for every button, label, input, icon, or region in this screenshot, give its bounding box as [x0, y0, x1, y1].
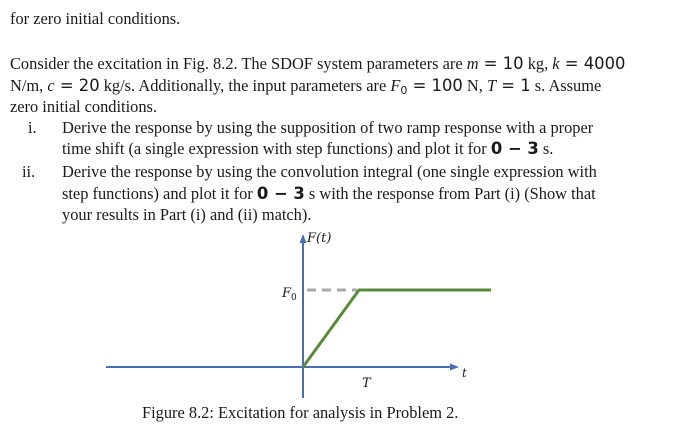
item-2-line-1: Derive the response by using the convolution integral (one single expression with	[62, 162, 597, 181]
damping-symbol: c	[47, 76, 55, 95]
equals-sign: =	[478, 54, 503, 73]
y-axis-arrow	[300, 234, 307, 243]
stiffness-value: 4000	[583, 54, 626, 73]
f0-label-text: F	[282, 286, 292, 301]
t-label: T	[362, 376, 371, 391]
force-symbol: F	[390, 76, 401, 95]
damping-unit: kg/s. Additionally, the input parameters are	[99, 76, 391, 95]
x-axis-arrow	[450, 364, 459, 371]
mass-symbol: m	[466, 54, 479, 73]
item-marker: i.	[28, 118, 37, 137]
equals-sign: =	[54, 76, 79, 95]
period-symbol: T	[486, 76, 497, 95]
item-text: time shift (a single expression with step functions) and plot it for	[62, 139, 491, 158]
force-subscript: 0	[400, 84, 408, 97]
period-value: 1	[520, 76, 531, 95]
problem-text: Consider the excitation in Fig. 8.2. The SDOF system parameters are	[10, 54, 467, 73]
item-1-line-1: Derive the response by using the supposition of two ramp response with a proper	[62, 118, 594, 137]
mass-unit: kg,	[523, 54, 553, 73]
item-text: s.	[538, 139, 554, 158]
item-text: s with the response from Part (i) (Show that	[304, 184, 596, 203]
force-unit: N,	[462, 76, 487, 95]
time-range: 0 − 3	[490, 139, 539, 158]
mass-value: 10	[502, 54, 524, 73]
damping-value: 20	[78, 76, 100, 95]
stiffness-unit: N/m,	[10, 76, 48, 95]
time-range: 0 − 3	[256, 184, 305, 203]
item-2-line-3: your results in Part (i) and (ii) match).	[62, 205, 312, 224]
equals-sign: =	[496, 76, 521, 95]
force-value: 100	[431, 76, 463, 95]
x-axis-label: t	[462, 366, 467, 380]
stiffness-symbol: k	[552, 54, 560, 73]
top-line: for zero initial conditions.	[10, 9, 181, 28]
f0-label-subscript: 0	[291, 293, 297, 303]
figure-caption: Figure 8.2: Excitation for analysis in Problem 2.	[142, 403, 459, 422]
item-text: step functions) and plot it for	[62, 184, 257, 203]
item-marker: ii.	[22, 162, 36, 181]
equals-sign: =	[407, 76, 432, 95]
excitation-signal	[303, 290, 491, 367]
f0-label	[281, 286, 297, 303]
period-unit: s. Assume	[530, 76, 602, 95]
problem-line-3: zero initial conditions.	[10, 97, 158, 116]
y-axis-label-text: F(t)	[307, 231, 332, 246]
equals-sign: =	[559, 54, 584, 73]
y-axis-label	[306, 231, 331, 246]
